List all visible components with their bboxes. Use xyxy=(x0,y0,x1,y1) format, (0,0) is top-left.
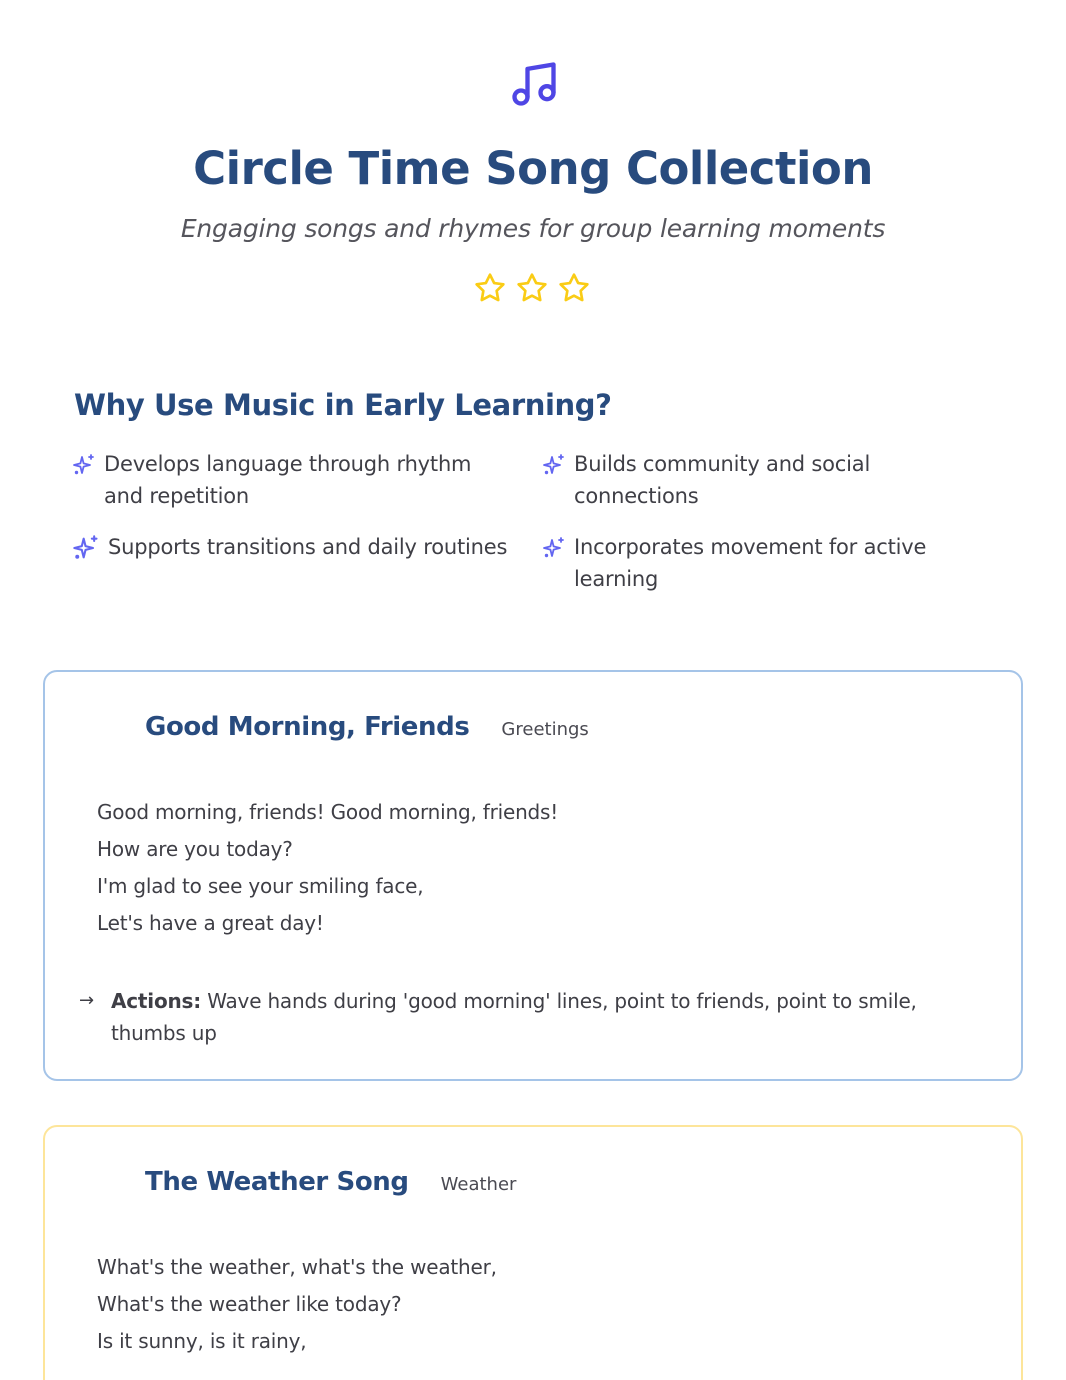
song-category-tag: Weather xyxy=(440,1174,517,1195)
star-icon xyxy=(558,272,590,304)
lyric-line: What's the weather, what's the weather, xyxy=(97,1255,497,1279)
song-title: Good Morning, Friends xyxy=(145,712,470,742)
song-card-weather xyxy=(43,1125,1023,1380)
benefit-item xyxy=(542,449,962,512)
benefit-item xyxy=(72,449,512,512)
star-icon xyxy=(516,272,548,304)
song-lyrics xyxy=(97,1249,497,1360)
song-lyrics xyxy=(97,794,558,942)
sparkle-icon xyxy=(72,534,100,562)
page-title: Circle Time Song Collection xyxy=(193,142,873,195)
star-rating xyxy=(474,272,590,304)
lyric-line: How are you today? xyxy=(97,837,293,861)
page-subtitle: Engaging songs and rhymes for group learning moments xyxy=(180,214,886,243)
song-actions xyxy=(79,985,979,1049)
sparkle-icon xyxy=(542,536,566,560)
sparkle-icon xyxy=(72,453,96,477)
lyric-line: I'm glad to see your smiling face, xyxy=(97,874,424,898)
actions-label: Actions: xyxy=(111,989,202,1013)
benefit-item xyxy=(542,532,962,595)
sparkle-icon xyxy=(542,453,566,477)
section-heading-why-music: Why Use Music in Early Learning? xyxy=(74,388,612,422)
benefit-text: Develops language through rhythm and repetition xyxy=(104,452,472,508)
actions-text xyxy=(111,985,979,1049)
song-title: The Weather Song xyxy=(145,1167,409,1197)
actions-description: Wave hands during 'good morning' lines, point to friends, point to smile, thumbs up xyxy=(111,989,917,1045)
arrow-right-icon: → xyxy=(79,990,94,1011)
benefit-text: Builds community and social connections xyxy=(574,452,871,508)
lyric-line: Good morning, friends! Good morning, friends! xyxy=(97,800,559,824)
lyric-line: Let's have a great day! xyxy=(97,911,324,935)
benefit-item xyxy=(72,532,532,564)
music-note-icon xyxy=(508,58,560,110)
star-icon xyxy=(474,272,506,304)
song-category-tag: Greetings xyxy=(501,719,589,740)
song-card-header xyxy=(145,1167,516,1197)
lyric-line: What's the weather like today? xyxy=(97,1292,402,1316)
benefit-text: Incorporates movement for active learning xyxy=(574,535,927,591)
song-card-header xyxy=(145,712,589,742)
benefit-text: Supports transitions and daily routines xyxy=(108,535,508,559)
song-card-good-morning xyxy=(43,670,1023,1081)
lyric-line: Is it sunny, is it rainy, xyxy=(97,1329,307,1353)
